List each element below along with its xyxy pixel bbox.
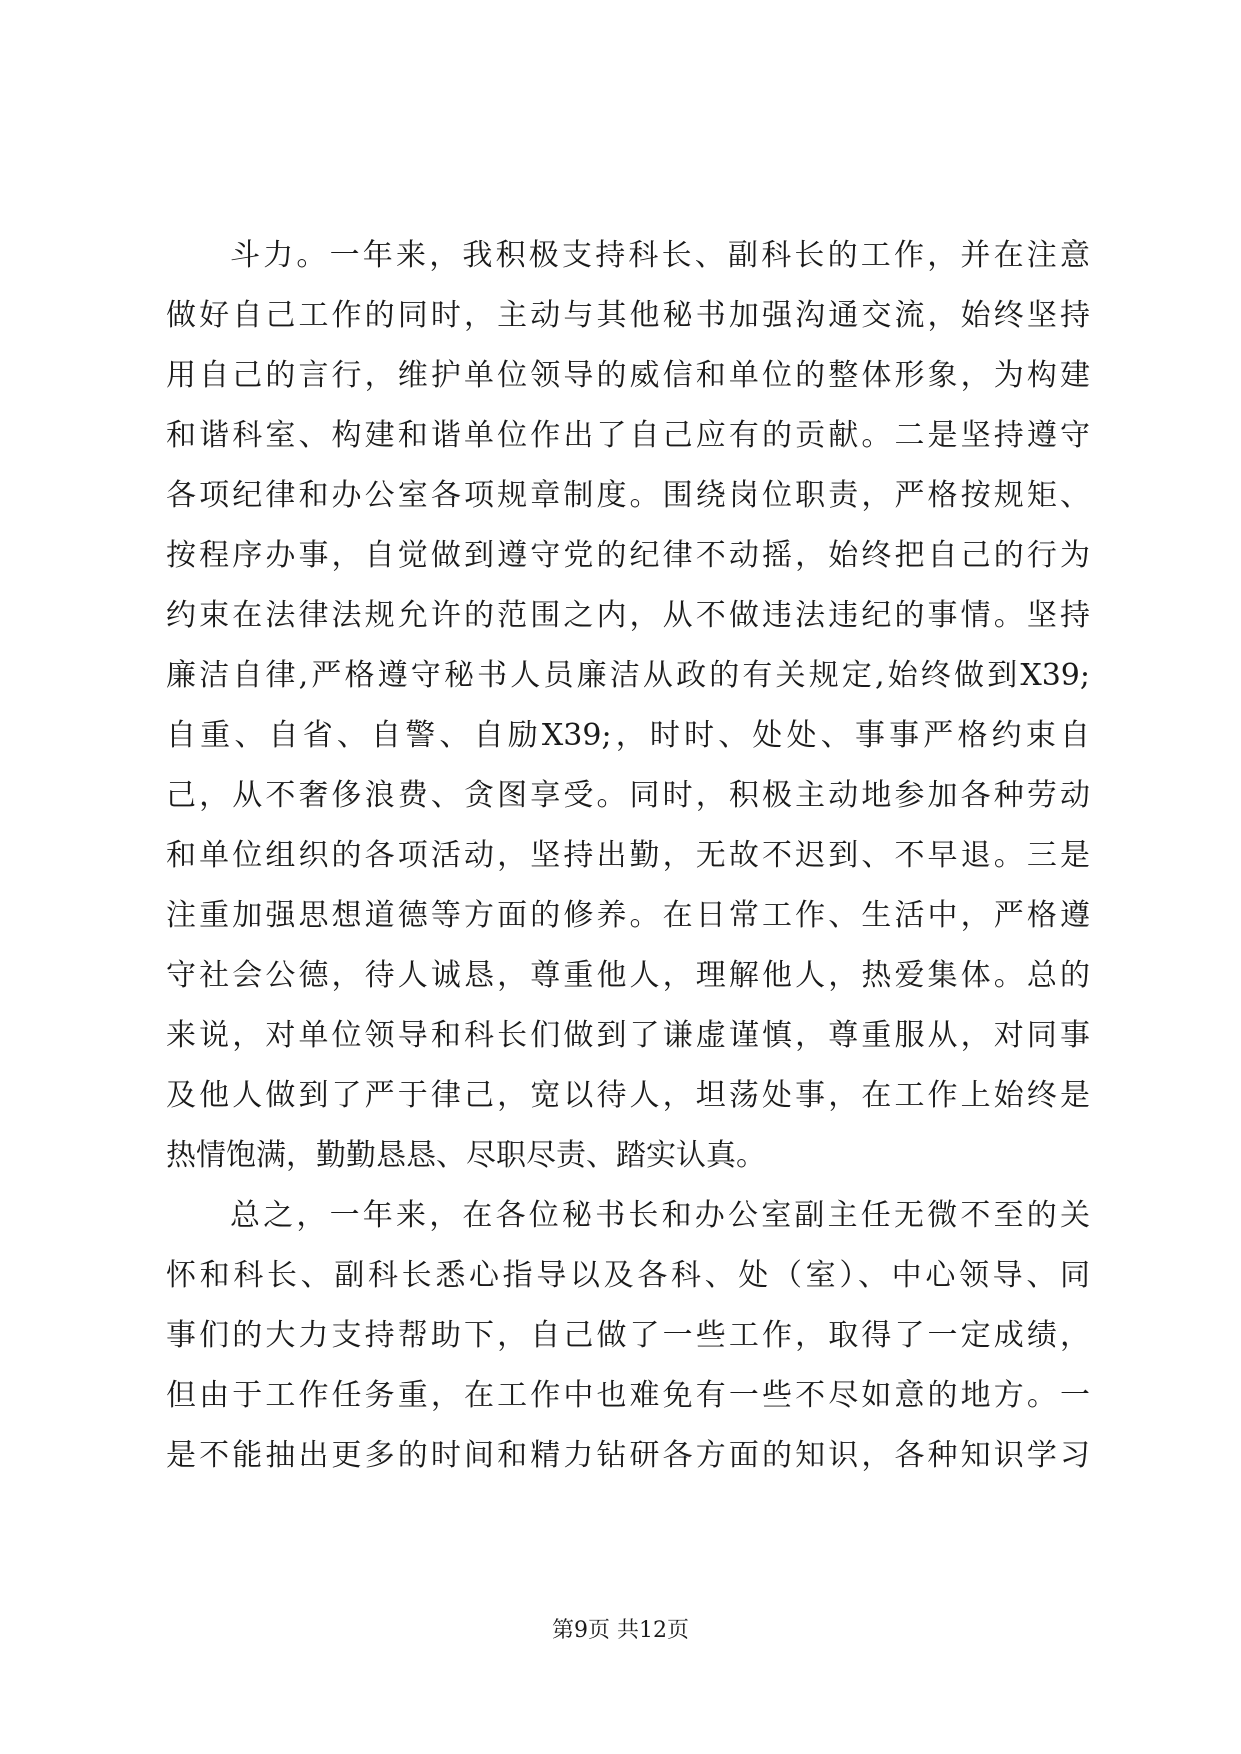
page-number-label: 第9页 共12页: [552, 1618, 689, 1643]
text-line: 是不能抽出更多的时间和精力钻研各方面的知识，各种知识学习: [166, 1438, 1090, 1473]
text-line: 和单位组织的各项活动，坚持出勤，无故不迟到、不早退。三是: [166, 838, 1090, 873]
text-line: 及他人做到了严于律己，宽以待人，坦荡处事，在工作上始终是: [166, 1078, 1090, 1113]
text-line: 廉洁自律,严格遵守秘书人员廉洁从政的有关规定,始终做到X39;: [166, 658, 1090, 693]
text-line: 怀和科长、副科长悉心指导以及各科、处（室）、中心领导、同: [166, 1258, 1090, 1293]
text-line: 做好自己工作的同时，主动与其他秘书加强沟通交流，始终坚持: [166, 298, 1090, 333]
text-line: 热情饱满，勤勤恳恳、尽职尽责、踏实认真。: [166, 1138, 766, 1173]
text-line: 守社会公德，待人诚恳，尊重他人，理解他人，热爱集体。总的: [166, 958, 1090, 993]
text-line: 用自己的言行，维护单位领导的威信和单位的整体形象，为构建: [166, 358, 1090, 393]
text-line: 斗力。一年来，我积极支持科长、副科长的工作，并在注意: [230, 238, 1090, 273]
text-line: 各项纪律和办公室各项规章制度。围绕岗位职责，严格按规矩、: [166, 478, 1090, 513]
text-line: 来说，对单位领导和科长们做到了谦虚谨慎，尊重服从，对同事: [166, 1018, 1090, 1053]
text-line: 己，从不奢侈浪费、贪图享受。同时，积极主动地参加各种劳动: [166, 778, 1090, 813]
paragraph-2: [166, 1186, 1090, 1486]
text-line: 约束在法律法规允许的范围之内，从不做违法违纪的事情。坚持: [166, 598, 1090, 633]
document-body: [166, 226, 1090, 1486]
paragraph-1: [166, 226, 1090, 1186]
text-line: 事们的大力支持帮助下，自己做了一些工作，取得了一定成绩，: [166, 1318, 1090, 1353]
text-line: 注重加强思想道德等方面的修养。在日常工作、生活中，严格遵: [166, 898, 1090, 933]
page-footer: [0, 1616, 1241, 1646]
text-line: 按程序办事，自觉做到遵守党的纪律不动摇，始终把自己的行为: [166, 538, 1090, 573]
text-line: 但由于工作任务重，在工作中也难免有一些不尽如意的地方。一: [166, 1378, 1090, 1413]
text-line: 和谐科室、构建和谐单位作出了自己应有的贡献。二是坚持遵守: [166, 418, 1090, 453]
text-line: 总之，一年来，在各位秘书长和办公室副主任无微不至的关: [230, 1198, 1090, 1233]
text-line: 自重、自省、自警、自励X39;，时时、处处、事事严格约束自: [166, 718, 1090, 753]
